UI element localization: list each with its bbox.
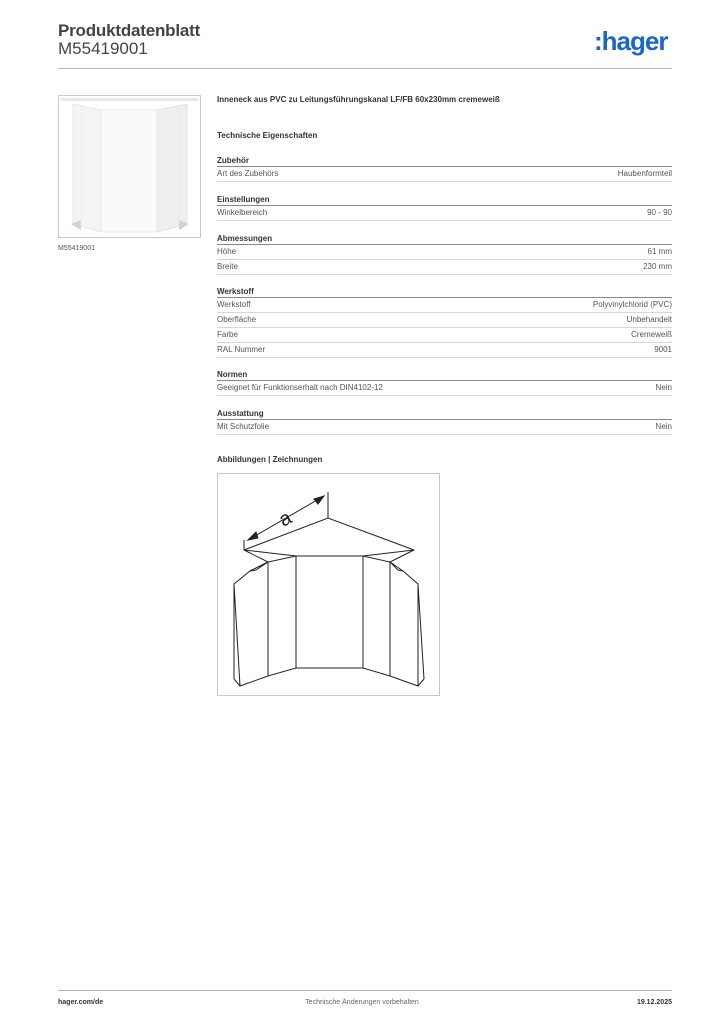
technical-drawing — [217, 473, 440, 696]
property-value: 61 mm — [647, 247, 672, 256]
dimension-label-a: a — [275, 506, 296, 532]
property-label: RAL Nummer — [217, 345, 266, 354]
footer-notice: Technische Änderungen vorbehalten — [305, 999, 419, 1006]
page-title: Produktdatenblatt — [58, 21, 201, 40]
section-title: Normen — [217, 369, 672, 381]
property-label: Breite — [217, 262, 238, 271]
section-title: Zubehör — [217, 155, 672, 167]
property-label: Geeignet für Funktionserhalt nach DIN4102-12 — [217, 383, 383, 392]
section-ausstattung — [217, 408, 672, 435]
property-row — [217, 167, 672, 182]
section-einstellungen — [217, 194, 672, 221]
footer-divider — [58, 990, 672, 991]
inner-corner-drawing — [218, 474, 439, 695]
property-value: Nein — [655, 422, 672, 431]
section-werkstoff — [217, 286, 672, 358]
property-label: Winkelbereich — [217, 208, 268, 217]
property-value: Polyvinylchlorid (PVC) — [592, 300, 672, 309]
property-value: Unbehandelt — [626, 315, 672, 324]
footer-website-link[interactable]: hager.com/de — [58, 999, 104, 1006]
section-title: Ausstattung — [217, 408, 672, 420]
property-row — [217, 260, 672, 275]
property-value: Haubenformteil — [617, 169, 672, 178]
property-value: Nein — [655, 383, 672, 392]
property-value: Cremeweiß — [631, 330, 672, 339]
property-row — [217, 343, 672, 358]
property-row — [217, 206, 672, 221]
property-label: Mit Schutzfolie — [217, 422, 270, 431]
product-description: Inneneck aus PVC zu Leitungsführungskanal LF/FB 60x230mm cremeweiß — [217, 95, 500, 104]
section-normen — [217, 369, 672, 396]
product-code: M55419001 — [58, 39, 148, 58]
figures-title: Abbildungen | Zeichnungen — [217, 455, 323, 464]
product-image — [58, 95, 201, 238]
section-zubehoer — [217, 155, 672, 182]
property-value: 9001 — [654, 345, 672, 354]
property-row — [217, 298, 672, 313]
hager-logo: :hager — [594, 26, 668, 56]
property-row — [217, 420, 672, 435]
section-title: Werkstoff — [217, 286, 672, 298]
tech-properties-title: Technische Eigenschaften — [217, 131, 318, 140]
property-row — [217, 381, 672, 396]
property-row — [217, 245, 672, 260]
header-divider — [58, 68, 672, 69]
property-row — [217, 313, 672, 328]
property-label: Werkstoff — [217, 300, 251, 309]
section-title: Einstellungen — [217, 194, 672, 206]
property-label: Farbe — [217, 330, 238, 339]
image-caption: M55419001 — [58, 245, 95, 252]
section-abmessungen — [217, 233, 672, 275]
product-photo-illustration — [59, 96, 200, 237]
footer-date: 19.12.2025 — [636, 999, 672, 1006]
property-value: 90 - 90 — [647, 208, 672, 217]
property-label: Oberfläche — [217, 315, 257, 324]
section-title: Abmessungen — [217, 233, 672, 245]
property-label: Höhe — [217, 247, 237, 256]
property-row — [217, 328, 672, 343]
property-value: 230 mm — [643, 262, 672, 271]
property-label: Art des Zubehörs — [217, 169, 279, 178]
